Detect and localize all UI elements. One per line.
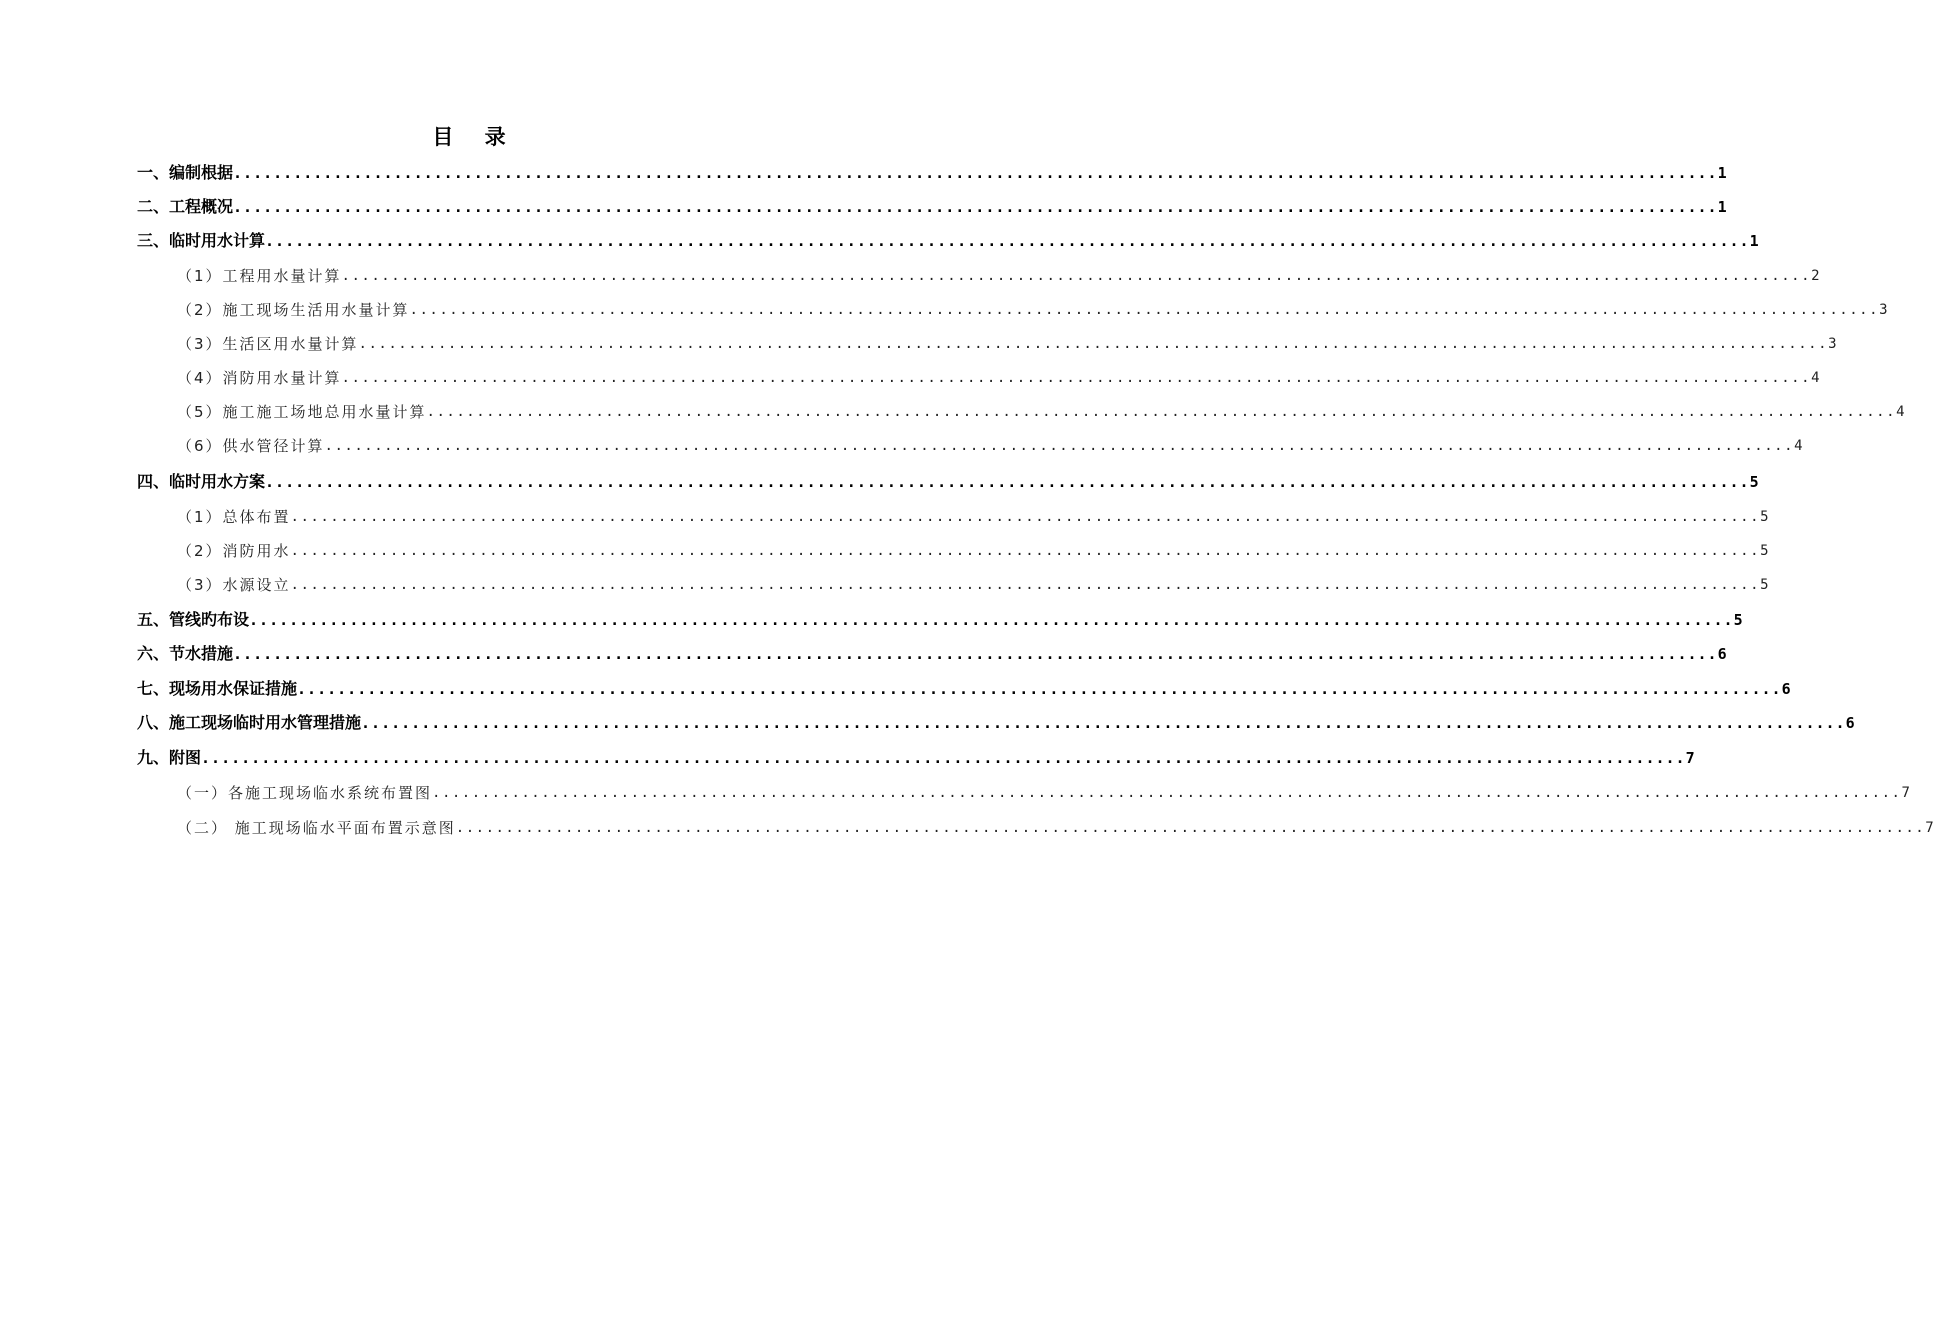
toc-page-number: 6 — [1781, 680, 1792, 698]
toc-page-number: 6 — [1717, 645, 1728, 663]
toc-entry-label: 七、现场用水保证措施 — [137, 679, 298, 698]
toc-page-number: 4 — [1794, 438, 1804, 454]
toc-entry-label: （6）供水管径计算 — [177, 437, 325, 455]
toc-entry[interactable] — [137, 228, 1760, 252]
toc-leader: .................................................................................................................................................... — [361, 714, 1846, 732]
toc-entry[interactable] — [137, 710, 1856, 734]
toc-leader: .................................................................................................................................................... — [265, 232, 1750, 250]
toc-subentry[interactable] — [177, 331, 1838, 355]
toc-leader: .................................................................................................................................................... — [233, 198, 1718, 216]
toc-subentry[interactable] — [177, 399, 1906, 423]
toc-entry-label: （2）消防用水 — [177, 542, 291, 560]
toc-leader: .................................................................................................................................................... — [324, 438, 1794, 454]
toc-page-number: 5 — [1760, 509, 1770, 525]
toc-entry-label: 二、工程概况 — [137, 197, 234, 216]
toc-subentry[interactable] — [177, 433, 1804, 457]
toc-page-number: 7 — [1685, 749, 1696, 767]
toc-leader: .................................................................................................................................................... — [290, 543, 1760, 559]
toc-entry[interactable] — [137, 160, 1728, 184]
toc-entry[interactable] — [137, 194, 1728, 218]
toc-entry-label: 三、临时用水计算 — [137, 231, 266, 250]
toc-subentry[interactable] — [177, 815, 1935, 839]
toc-page-number: 7 — [1901, 785, 1912, 801]
toc-page-number: 5 — [1760, 543, 1770, 559]
toc-entry-label: （1）工程用水量计算 — [177, 267, 342, 285]
toc-subentry[interactable] — [177, 263, 1821, 287]
toc-leader: .................................................................................................................................................... — [455, 820, 1926, 836]
toc-subentry[interactable] — [177, 780, 1912, 804]
toc-leader: .................................................................................................................................................... — [409, 302, 1879, 318]
page-title: 目 录 — [432, 125, 518, 149]
toc-page-number: 5 — [1749, 473, 1760, 491]
toc-entry[interactable] — [137, 676, 1792, 700]
toc-entry-label: （二） 施工现场临水平面布置示意图 — [177, 819, 456, 837]
toc-page-number: 7 — [1925, 820, 1935, 836]
toc-entry-label: （一）各施工现场临水系统布置图 — [177, 784, 433, 802]
toc-page-number: 1 — [1717, 198, 1728, 216]
toc-entry-label: 四、临时用水方案 — [137, 472, 266, 491]
toc-page-number: 6 — [1845, 714, 1856, 732]
toc-entry[interactable] — [137, 745, 1696, 769]
toc-page-number: 4 — [1896, 404, 1906, 420]
toc-entry-label: 九、附图 — [137, 748, 202, 767]
toc-subentry[interactable] — [177, 365, 1821, 389]
toc-leader: .................................................................................................................................................... — [432, 785, 1902, 801]
toc-page-number: 4 — [1811, 370, 1821, 386]
toc-page-number: 1 — [1749, 232, 1760, 250]
toc-entry-label: （1）总体布置 — [177, 508, 291, 526]
toc-entry-label: （5）施工施工场地总用水量计算 — [177, 403, 427, 421]
toc-leader: .................................................................................................................................................... — [426, 404, 1896, 420]
toc-page-number: 3 — [1879, 302, 1889, 318]
toc-leader: .................................................................................................................................................... — [265, 473, 1750, 491]
toc-entry-label: 五、管线旳布设 — [137, 610, 250, 629]
toc-page-number: 5 — [1733, 611, 1744, 629]
toc-leader: .................................................................................................................................................... — [233, 164, 1718, 182]
toc-entry[interactable] — [137, 641, 1728, 665]
toc-page-number: 5 — [1760, 577, 1770, 593]
toc-entry-label: 一、编制根据 — [137, 163, 234, 182]
toc-page-number: 3 — [1828, 336, 1838, 352]
toc-leader: .................................................................................................................................................... — [290, 577, 1760, 593]
toc-leader: .................................................................................................................................................... — [341, 268, 1811, 284]
toc-leader: .................................................................................................................................................... — [341, 370, 1811, 386]
toc-entry-label: （4）消防用水量计算 — [177, 369, 342, 387]
toc-subentry[interactable] — [177, 504, 1770, 528]
toc-entry-label: （2）施工现场生活用水量计算 — [177, 301, 410, 319]
toc-leader: .................................................................................................................................................... — [297, 680, 1782, 698]
toc-leader: .................................................................................................................................................... — [290, 509, 1760, 525]
toc-leader: .................................................................................................................................................... — [358, 336, 1828, 352]
toc-subentry[interactable] — [177, 572, 1770, 596]
toc-entry-label: 六、节水措施 — [137, 644, 234, 663]
toc-leader: .................................................................................................................................................... — [233, 645, 1718, 663]
toc-leader: .................................................................................................................................................... — [201, 749, 1686, 767]
toc-subentry[interactable] — [177, 538, 1770, 562]
toc-entry-label: （3）生活区用水量计算 — [177, 335, 359, 353]
toc-page-number: 1 — [1717, 164, 1728, 182]
toc-page-number: 2 — [1811, 268, 1821, 284]
toc-entry[interactable] — [137, 607, 1744, 631]
toc-entry-label: （3）水源设立 — [177, 576, 291, 594]
toc-leader: .................................................................................................................................................... — [249, 611, 1734, 629]
toc-entry[interactable] — [137, 469, 1760, 493]
toc-subentry[interactable] — [177, 297, 1889, 321]
toc-entry-label: 八、施工现场临时用水管理措施 — [137, 713, 362, 732]
